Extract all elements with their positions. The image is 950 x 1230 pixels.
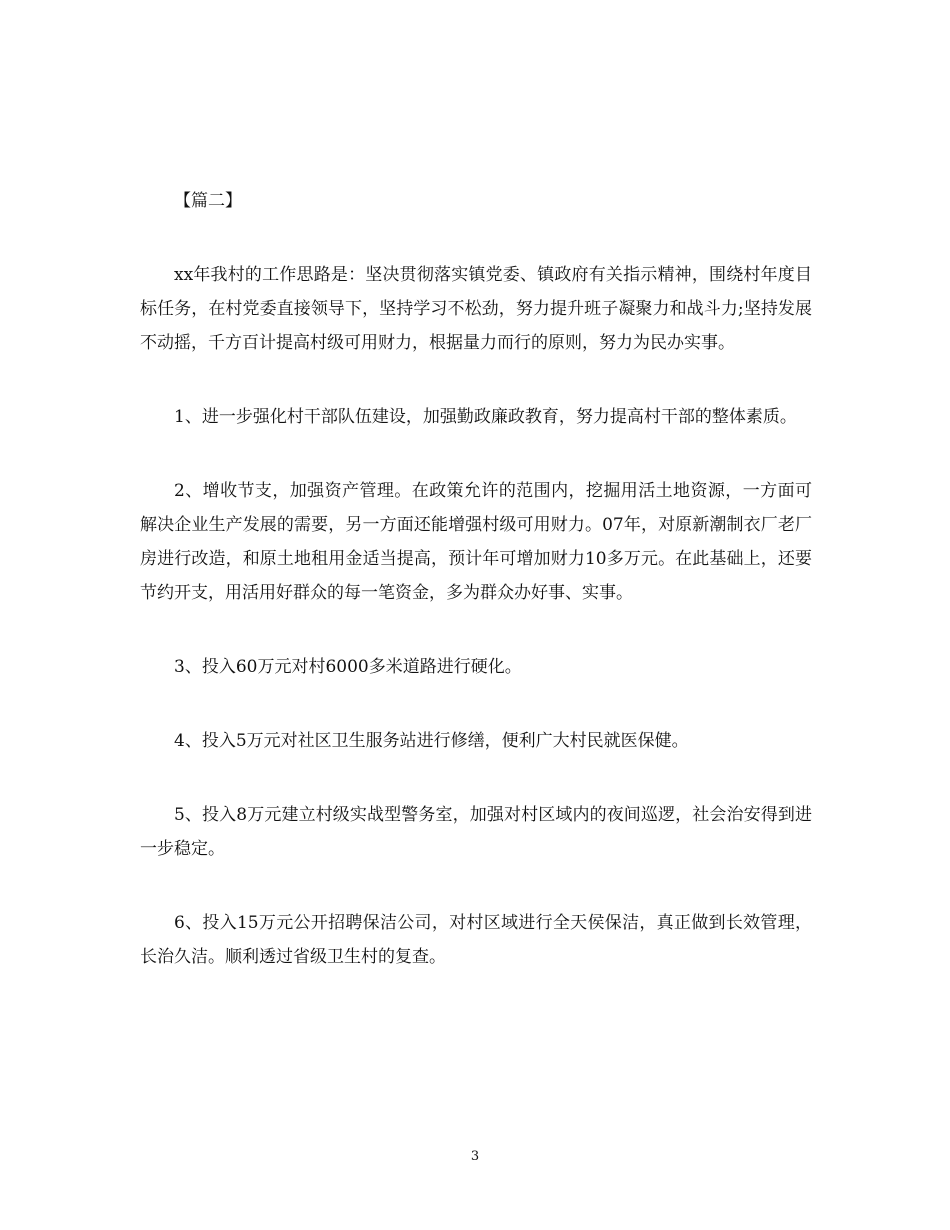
paragraph-item-4: 4、投入5万元对社区卫生服务站进行修缮，便利广大村民就医保健。	[174, 731, 689, 751]
page-number: 3	[470, 1149, 480, 1164]
document-body	[140, 184, 812, 974]
section-heading: 【篇二】	[174, 191, 242, 211]
paragraph-item-1: 1、进一步强化村干部队伍建设，加强勤政廉政教育，努力提高村干部的整体素质。	[174, 407, 797, 427]
paragraph-item-5: 5、投入8万元建立村级实战型警务室，加强对村区域内的夜间巡逻，社会治安得到进一步稳定。	[140, 805, 812, 859]
paragraph-item-3: 3、投入60万元对村6000多米道路进行硬化。	[174, 657, 522, 677]
paragraph-intro: xx年我村的工作思路是：坚决贯彻落实镇党委、镇政府有关指示精神，围绕村年度目标任务，在村党委直接领导下，坚持学习不松劲，努力提升班子凝聚力和战斗力;坚持发展不动摇，千方百计提高村级可用财力，根据量力而行的原则，努力为民办实事。	[140, 265, 812, 353]
paragraph-item-6: 6、投入15万元公开招聘保洁公司，对村区域进行全天侯保洁，真正做到长效管理，长治久洁。顺利透过省级卫生村的复查。	[140, 913, 812, 967]
paragraph-item-2: 2、增收节支，加强资产管理。在政策允许的范围内，挖掘用活土地资源，一方面可解决企业生产发展的需要，另一方面还能增强村级可用财力。07年，对原新潮制衣厂老厂房进行改造，和原土地租用金适当提高，预计年可增加财力10多万元。在此基础上，还要节约开支，用活用好群众的每一笔资金，多为群众办好事、实事。	[140, 481, 812, 603]
